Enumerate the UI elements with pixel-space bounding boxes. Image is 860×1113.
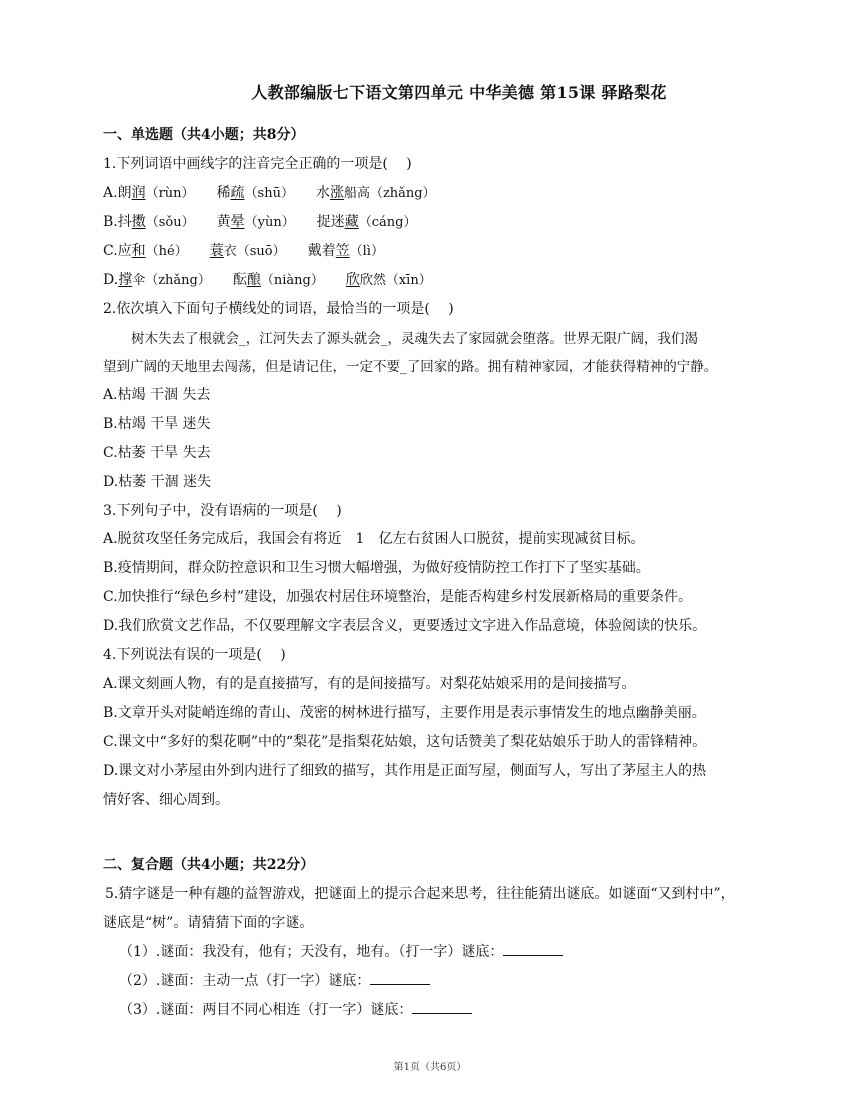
answer-blank-1[interactable] bbox=[503, 943, 563, 956]
page-footer: 第1页（共6页） bbox=[393, 1062, 467, 1073]
q1-option-a: A.朗润（rùn） 稀疏（shū） 水涨船高（zhǎng） bbox=[103, 185, 436, 201]
q2-option-a: A.枯竭 干涸 失去 bbox=[103, 387, 211, 403]
q3-option-c: C.加快推行“绿色乡村”建设，加强农村居住环境整治，是能否构建乡村发展新格局的重要条件。 bbox=[103, 589, 692, 605]
q2-option-d: D.枯萎 干涸 迷失 bbox=[103, 474, 212, 490]
section-1-heading: 一、单选题（共4小题；共8分） bbox=[103, 127, 305, 143]
answer-blank-3[interactable] bbox=[412, 1001, 472, 1014]
q5-sub-1: （1）.谜面：我没有，他有；天没有，地有。（打一字）谜底： bbox=[119, 941, 563, 961]
q3-option-d: D.我们欣赏文艺作品，不仅要理解文字表层含义，更要透过文字进入作品意境，体验阅读的快乐。 bbox=[103, 618, 707, 634]
q5-intro-line-1: 5.猜字谜是一种有趣的益智游戏，把谜面上的提示合起来思考，往往能猜出谜底。如谜面“又到村中”， bbox=[105, 886, 735, 902]
q4-option-d-line-1: D.课文对小茅屋由外到内进行了细致的描写，其作用是正面写屋，侧面写人，写出了茅屋主人的热 bbox=[103, 763, 707, 779]
q4-option-d-line-2: 情好客、细心周到。 bbox=[103, 792, 229, 808]
q3-option-b: B.疫情期间，群众防控意识和卫生习惯大幅增强，为做好疫情防控工作打下了坚实基础。 bbox=[103, 560, 650, 576]
q5-sub-2: （2）.谜面：主动一点（打一字）谜底： bbox=[119, 970, 430, 990]
q4-stem: 4.下列说法有误的一项是( ) bbox=[103, 647, 286, 663]
q5-intro-line-2: 谜底是“树”。请猜猜下面的字谜。 bbox=[103, 915, 314, 931]
q2-option-b: B.枯竭 干旱 迷失 bbox=[103, 416, 211, 432]
q2-stem: 2.依次填入下面句子横线处的词语，最恰当的一项是( ) bbox=[103, 301, 454, 317]
q4-option-c: C.课文中“多好的梨花啊”中的“梨花”是指梨花姑娘，这句话赞美了梨花姑娘乐于助人的雷锋精神。 bbox=[103, 734, 707, 750]
answer-blank-2[interactable] bbox=[370, 972, 430, 985]
q1-stem: 1.下列词语中画线字的注音完全正确的一项是( ) bbox=[103, 156, 412, 172]
q2-option-c: C.枯萎 干旱 失去 bbox=[103, 445, 211, 461]
q2-passage-line-1: 树木失去了根就会_，江河失去了源头就会_，灵魂失去了家园就会堕落。世界无限广阔，我们渴 bbox=[131, 331, 698, 347]
q1-option-b: B.抖擞（sǒu） 黄晕（yùn） 捉迷藏（cáng） bbox=[103, 214, 417, 230]
page-title: 人教部编版七下语文第四单元 中华美德 第15课 驿路梨花 bbox=[251, 83, 667, 102]
q3-option-a: A.脱贫攻坚任务完成后，我国会有将近 1 亿左右贫困人口脱贫，提前实现减贫目标。 bbox=[103, 531, 645, 547]
q3-stem: 3.下列句子中，没有语病的一项是( ) bbox=[103, 503, 342, 519]
q1-option-d: D.撑伞（zhǎng） 酝酿（niàng） 欣欣然（xīn） bbox=[103, 272, 432, 288]
q4-option-a: A.课文刻画人物，有的是直接描写，有的是间接描写。对梨花姑娘采用的是间接描写。 bbox=[103, 676, 636, 692]
q1-option-c: C.应和（hé） 蓑衣（suō） 戴着笠（lì） bbox=[103, 243, 384, 259]
q5-sub-3: （3）.谜面：两目不同心相连（打一字）谜底： bbox=[119, 999, 472, 1019]
q2-passage-line-2: 望到广阔的天地里去闯荡，但是请记住，一定不要_了回家的路。拥有精神家园，才能获得精神的宁静。 bbox=[103, 359, 718, 375]
q4-option-b: B.文章开头对陡峭连绵的青山、茂密的树林进行描写，主要作用是表示事情发生的地点幽静美丽。 bbox=[103, 705, 706, 721]
section-2-heading: 二、复合题（共4小题；共22分） bbox=[103, 857, 315, 873]
